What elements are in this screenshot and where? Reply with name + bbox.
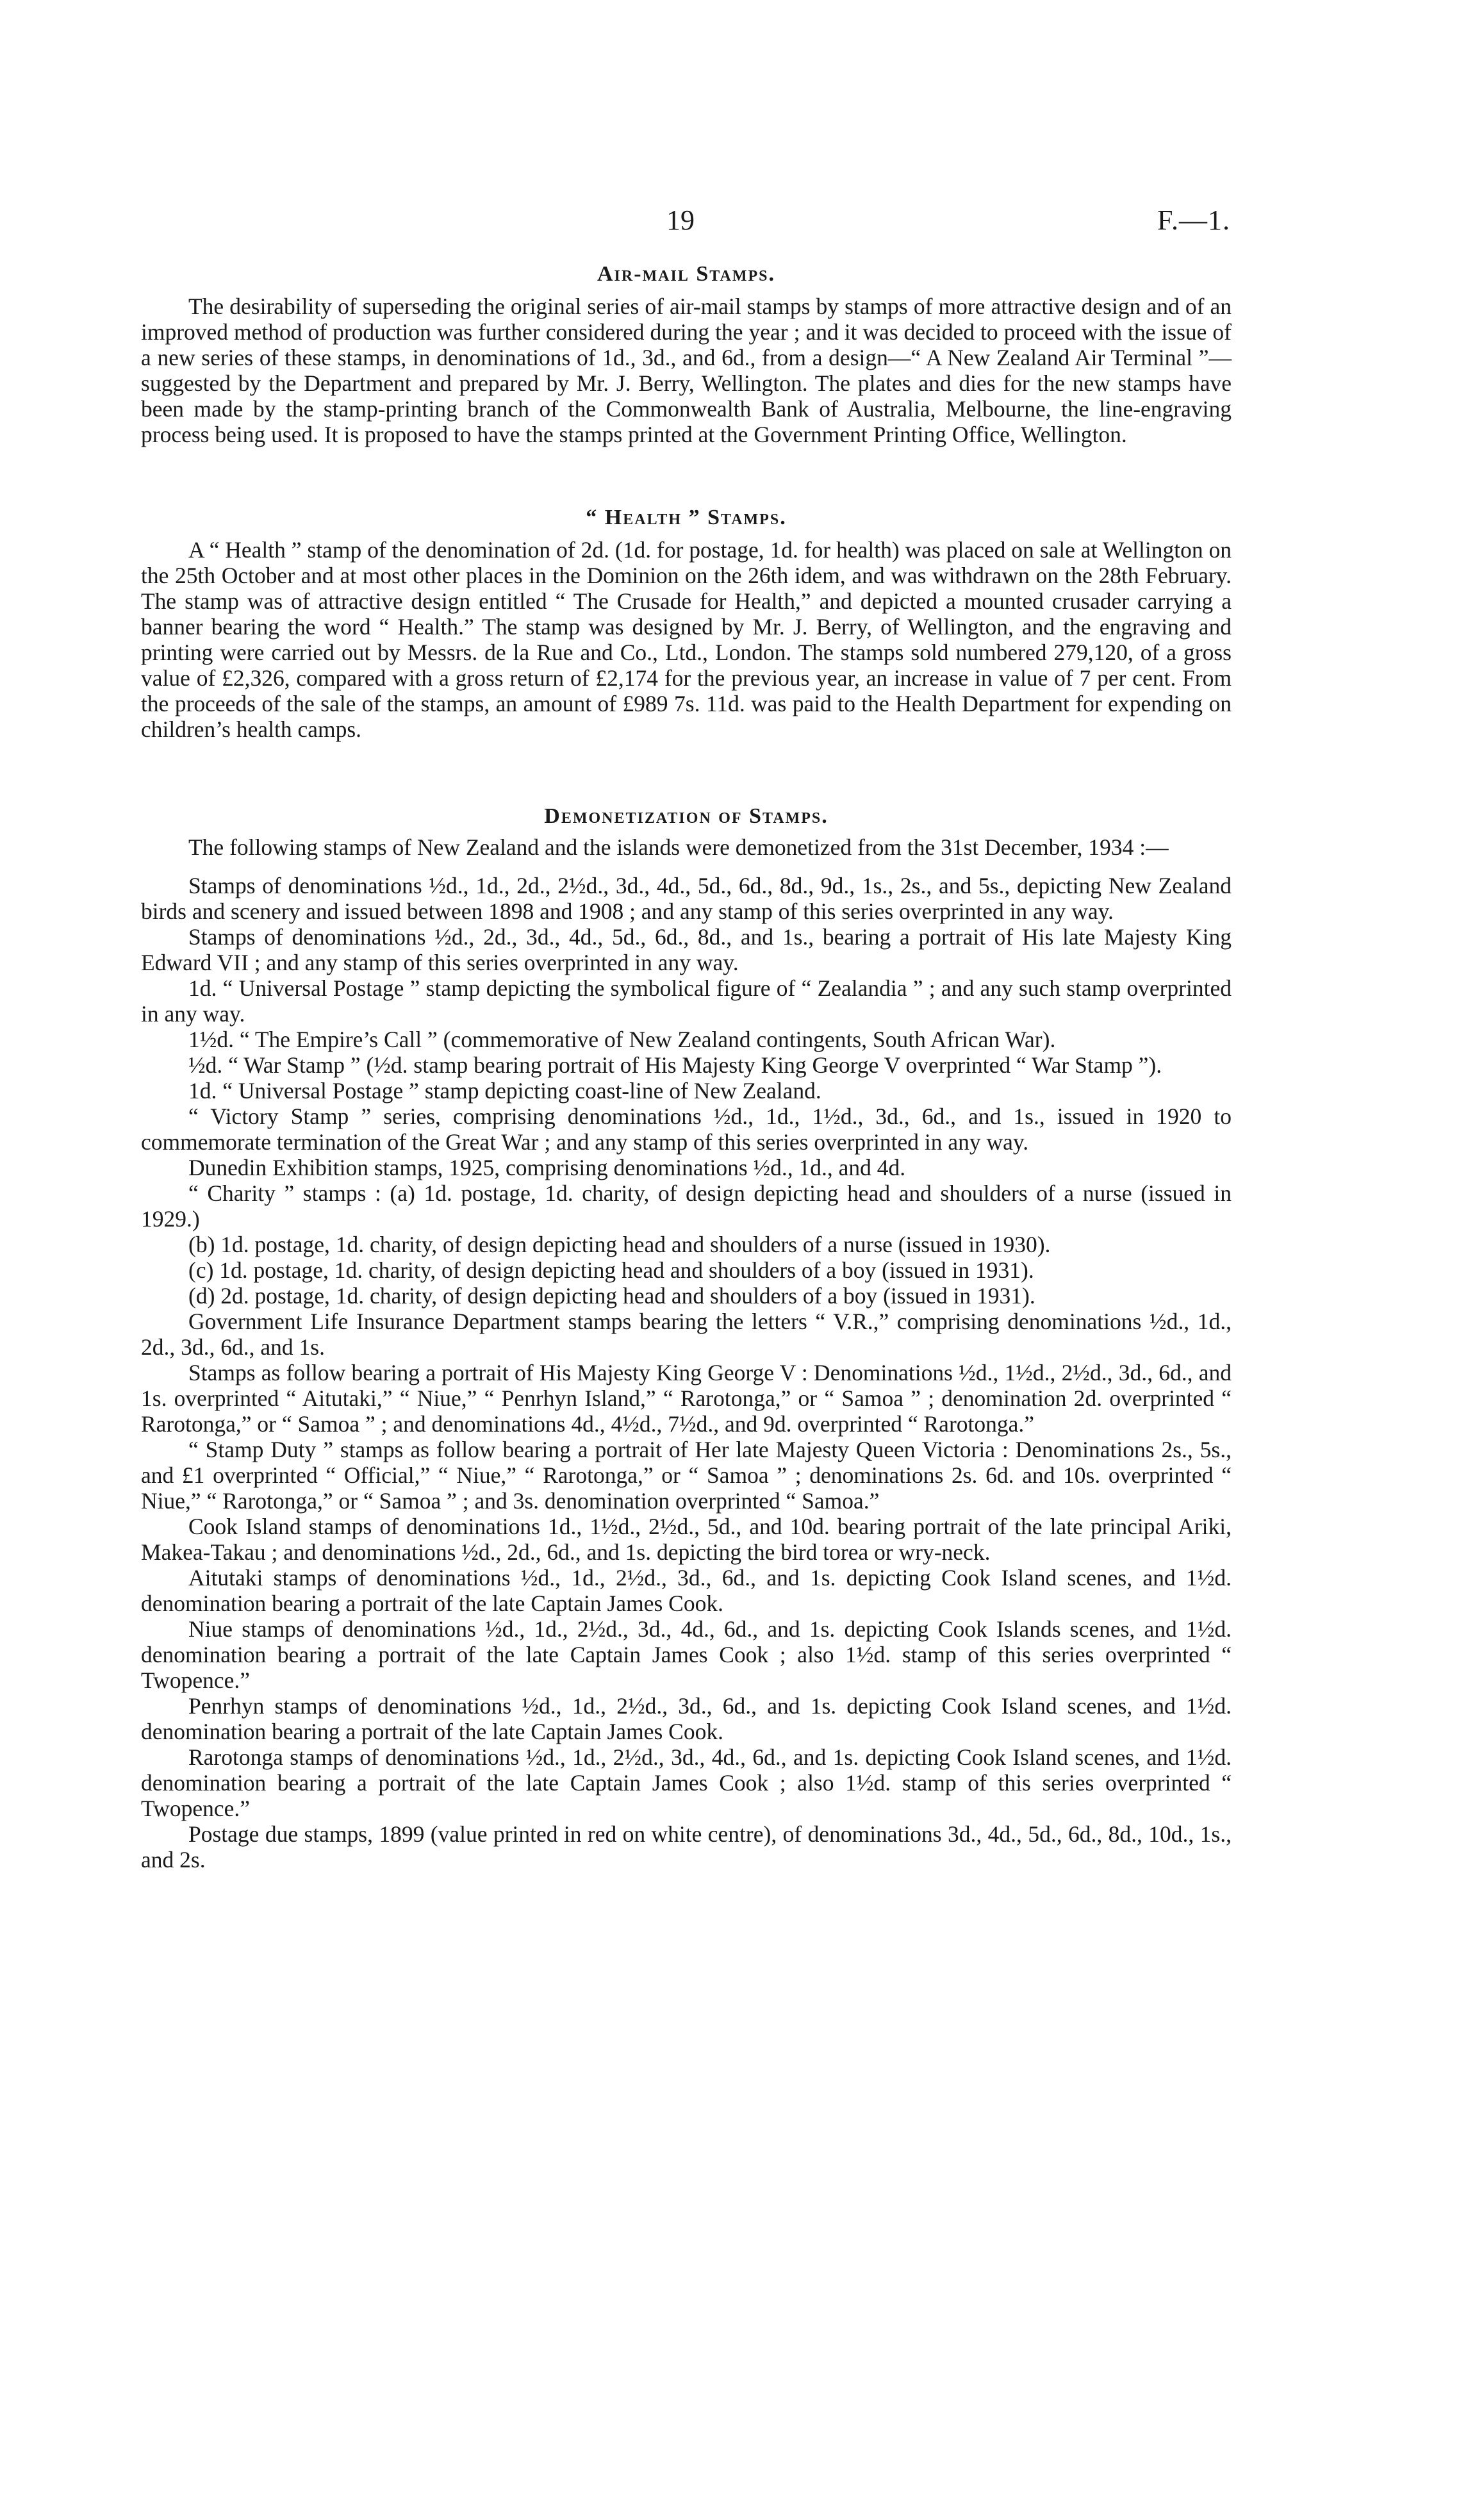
demonetization-item: Stamps of denominations ½d., 1d., 2d., 2½d., 3d., 4d., 5d., 6d., 8d., 9d., 1s., 2s., and 5s., depicting New Zealand birds and scenery and issued between 1898 and 1908 ; and any stamp of this series overprinted in any way.: [141, 873, 1232, 924]
demonetization-item: 1½d. “ The Empire’s Call ” (commemorative of New Zealand contingents, South African War).: [188, 1027, 1056, 1052]
charity-subitem: (b) 1d. postage, 1d. charity, of design depicting head and shoulders of a nurse (issued in 1930).: [188, 1232, 1051, 1257]
page-content: [141, 261, 1232, 1873]
document-reference: F.—1.: [1157, 204, 1230, 236]
charity-subitem: (c) 1d. postage, 1d. charity, of design depicting head and shoulders of a boy (issued in 1931).: [188, 1257, 1034, 1283]
health-heading: “ Health ” Stamps.: [586, 506, 787, 529]
charity-subitem: (d) 2d. postage, 1d. charity, of design depicting head and shoulders of a boy (issued in 1931).: [188, 1283, 1035, 1309]
page-header: [0, 204, 1484, 242]
air-mail-paragraph: The desirability of superseding the original series of air-mail stamps by stamps of more attractive design and of an improved method of production was further considered during the year ; and it was decided to proceed with the issue of a new series of these stamps, in denominations of 1d., 3d., and 6d., from a design—“ A New Zealand Air Terminal ”—suggested by the Department and prepared by Mr. J. Berry, Wellington. The plates and dies for the new stamps have been made by the stamp-printing branch of the Commonwealth Bank of Australia, Melbourne, the line-engraving process being used. It is proposed to have the stamps printed at the Government Printing Office, Wellington.: [141, 293, 1232, 447]
demonetization-item: Rarotonga stamps of denominations ½d., 1d., 2½d., 3d., 4d., 6d., and 1s. depicting Cook Island scenes, and 1½d. denomination bearing a portrait of the late Captain James Cook ; also 1½d. stamp of this series overprinted “ Twopence.”: [141, 1744, 1232, 1821]
demonetization-item: “ Charity ” stamps : (a) 1d. postage, 1d. charity, of design depicting head and shoulders of a nurse (issued in 1929.): [141, 1180, 1232, 1232]
demonetization-item: Dunedin Exhibition stamps, 1925, comprising denominations ½d., 1d., and 4d.: [188, 1155, 906, 1180]
air-mail-heading: Air-mail Stamps.: [597, 262, 775, 286]
demonetization-item: Penrhyn stamps of denominations ½d., 1d., 2½d., 3d., 6d., and 1s. depicting Cook Island scenes, and 1½d. denomination bearing a portrait of the late Captain James Cook.: [141, 1693, 1232, 1744]
demonetization-item: Stamps as follow bearing a portrait of His Majesty King George V : Denominations ½d., 1½d., 2½d., 3d., 6d., and 1s. overprinted “ Aitutaki,” “ Niue,” “ Penrhyn Island,” “ Rarotonga,” or “ Samoa ” ; denomination 2d. overprinted “ Rarotonga,” or “ Samoa ” ; and denominations 4d., 4½d., 7½d., and 9d. overprinted “ Rarotonga.”: [141, 1360, 1232, 1437]
demonetization-intro: The following stamps of New Zealand and the islands were demonetized from the 31st December, 1934 :—: [188, 834, 1169, 860]
demonetization-section: [141, 804, 1232, 1873]
demonetization-item: ½d. “ War Stamp ” (½d. stamp bearing portrait of His Majesty King George V overprinted “ War Stamp ”).: [188, 1052, 1162, 1078]
demonetization-item: “ Victory Stamp ” series, comprising denominations ½d., 1d., 1½d., 3d., 6d., and 1s., issued in 1920 to commemorate termination of the Great War ; and any stamp of this series overprinted in any way.: [141, 1104, 1232, 1155]
demonetization-item: Niue stamps of denominations ½d., 1d., 2½d., 3d., 4d., 6d., and 1s. depicting Cook Islands scenes, and 1½d. denomination bearing a portrait of the late Captain James Cook ; also 1½d. stamp of this series overprinted “ Twopence.”: [141, 1616, 1232, 1693]
health-paragraph: A “ Health ” stamp of the denomination of 2d. (1d. for postage, 1d. for health) was placed on sale at Wellington on the 25th October and at most other places in the Dominion on the 26th idem, and was withdrawn on the 28th February. The stamp was of attractive design entitled “ The Crusade for Health,” and depicted a mounted crusader carrying a banner bearing the word “ Health.” The stamp was designed by Mr. J. Berry, of Wellington, and the engraving and printing were carried out by Messrs. de la Rue and Co., Ltd., London. The stamps sold numbered 279,120, of a gross value of £2,326, compared with a gross return of £2,174 for the previous year, an increase in value of 7 per cent. From the proceeds of the sale of the stamps, an amount of £989 7s. 11d. was paid to the Health Department for expending on children’s health camps.: [141, 537, 1232, 742]
demonetization-item: Stamps of denominations ½d., 2d., 3d., 4d., 5d., 6d., 8d., and 1s., bearing a portrait of His late Majesty King Edward VII ; and any stamp of this series overprinted in any way.: [141, 924, 1232, 975]
demonetization-item: Cook Island stamps of denominations 1d., 1½d., 2½d., 5d., and 10d. bearing portrait of the late principal Ariki, Makea-Takau ; and denominations ½d., 2d., 6d., and 1s. depicting the bird torea or wry-neck.: [141, 1514, 1232, 1565]
air-mail-section: [141, 261, 1232, 447]
demonetization-heading: Demonetization of Stamps.: [544, 804, 829, 828]
demonetization-item: 1d. “ Universal Postage ” stamp depicting coast-line of New Zealand.: [188, 1078, 821, 1104]
health-section: [141, 505, 1232, 742]
page-number: 19: [666, 204, 695, 236]
demonetization-item: “ Stamp Duty ” stamps as follow bearing a portrait of Her late Majesty Queen Victoria : Denominations 2s., 5s., and £1 overprinted “ Official,” “ Niue,” “ Rarotonga,” or “ Samoa ” ; denominations 2s. 6d. and 10s. overprinted “ Niue,” “ Rarotonga,” or “ Samoa ” ; and 3s. denomination overprinted “ Samoa.”: [141, 1437, 1232, 1514]
demonetization-item: 1d. “ Universal Postage ” stamp depicting the symbolical figure of “ Zealandia ” ; and any such stamp overprinted in any way.: [141, 975, 1232, 1027]
demonetization-item: Postage due stamps, 1899 (value printed in red on white centre), of denominations 3d., 4d., 5d., 6d., 8d., 10d., 1s., and 2s.: [141, 1821, 1232, 1873]
demonetization-item: Government Life Insurance Department stamps bearing the letters “ V.R.,” comprising denominations ½d., 1d., 2d., 3d., 6d., and 1s.: [141, 1309, 1232, 1360]
demonetization-item: Aitutaki stamps of denominations ½d., 1d., 2½d., 3d., 6d., and 1s. depicting Cook Island scenes, and 1½d. denomination bearing a portrait of the late Captain James Cook.: [141, 1565, 1232, 1616]
